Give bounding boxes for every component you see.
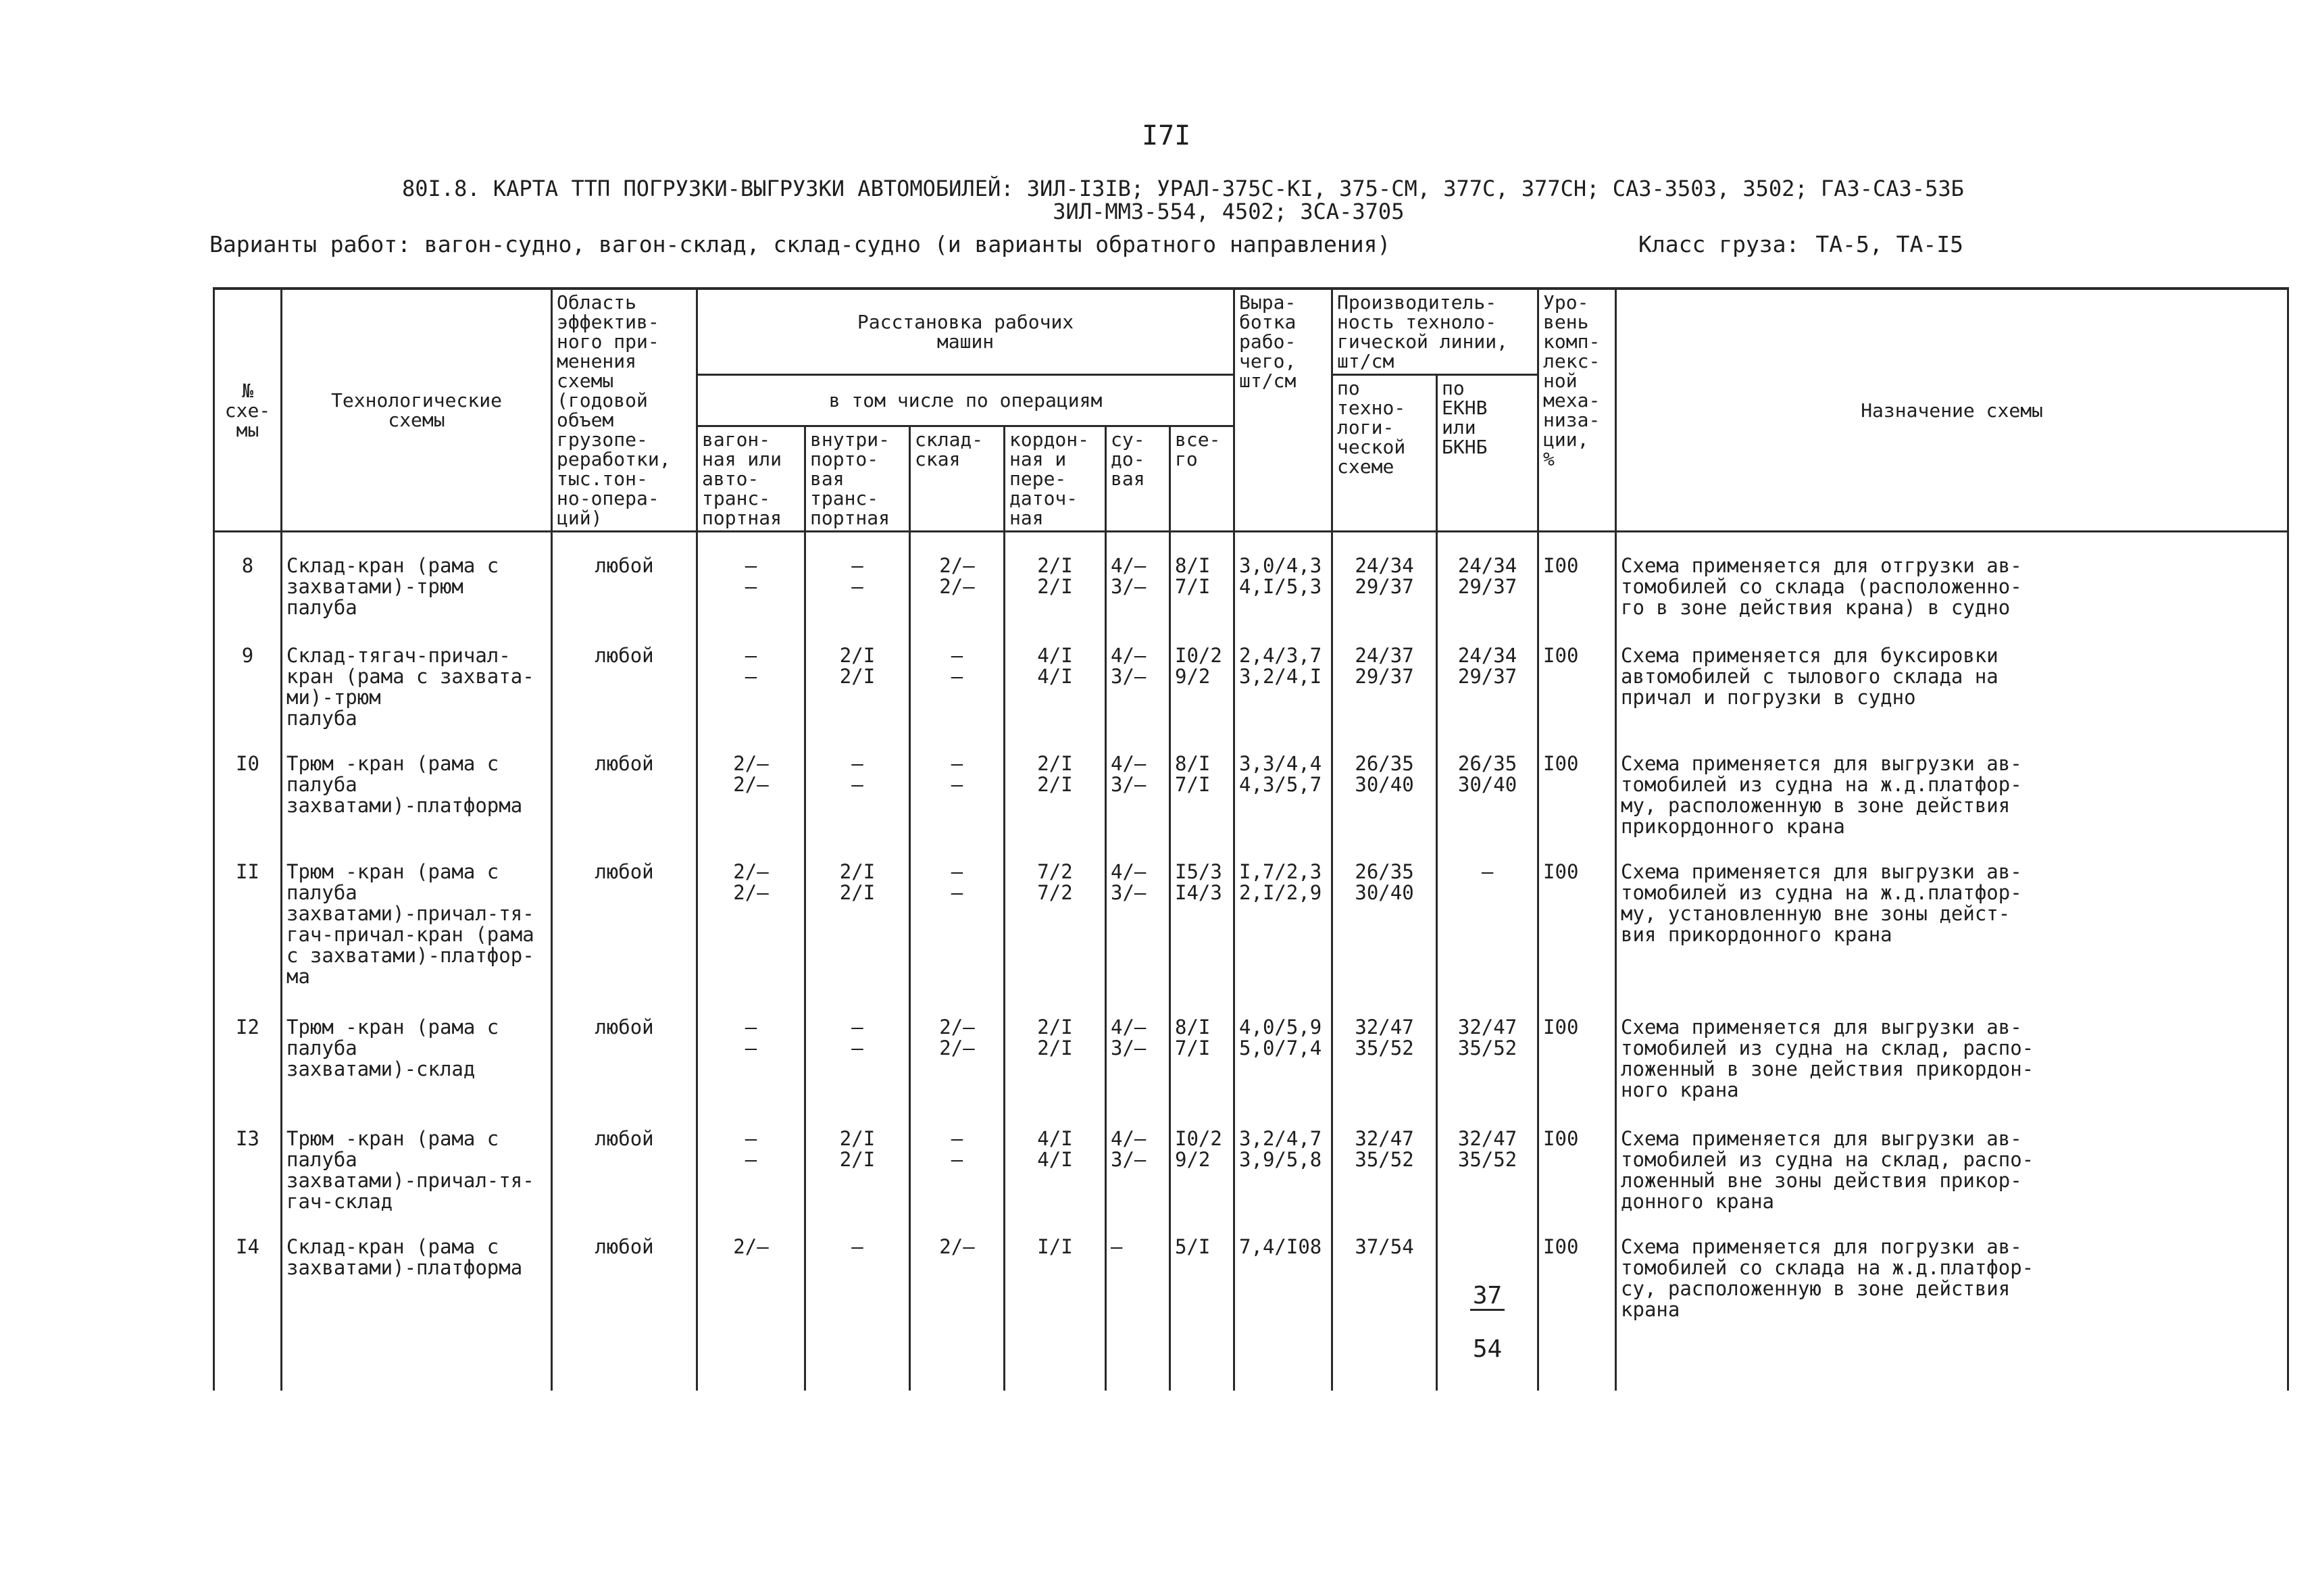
cell-prod-ekn [1437,1224,1538,1391]
cell-vnutri: 2/I 2/I [805,633,910,741]
cell-sklad: – – [910,849,1005,1005]
cell-vnutri: 2/I 2/I [805,849,910,1005]
cell-purpose: Схема применяется для выгрузки ав- томобилей из судна на склад, распо- ложенный в зоне действия прикордон- ного крана [1616,1005,2288,1116]
cell-area: любой [552,849,697,1005]
cell-vagon: – – [697,633,805,741]
cell-prod-tech: 32/47 35/52 [1332,1005,1437,1116]
cell-sudo: 4/– 3/– [1106,849,1170,1005]
cell-vsego: 8/I 7/I [1170,741,1234,849]
cell-vagon: – – [697,1116,805,1224]
cell-prod-tech: 24/37 29/37 [1332,633,1437,741]
header-purpose: Назначение схемы [1616,289,2288,532]
cell-tech: Трюм -кран (рама с палуба захватами)-причал-тя- гач-причал-кран (рама с захватами)-платфор- ма [282,849,552,1005]
header-op-vagon: вагон- ная или авто- транс- портная [697,426,805,532]
cell-prod-tech: 26/35 30/40 [1332,849,1437,1005]
cell-sklad: – – [910,633,1005,741]
header-op-vsego: все- го [1170,426,1234,532]
cell-area: любой [552,633,697,741]
header-scheme-number: № схе- мы [214,289,282,532]
header-op-vnutri: внутри- порто- вая транс- портная [805,426,910,532]
cell-num: II [214,849,282,1005]
cell-vnutri: 2/I 2/I [805,1116,910,1224]
cell-prod-ekn: 24/34 29/37 [1437,633,1538,741]
cell-vagon: – – [697,1005,805,1116]
table-row [214,1116,2288,1224]
work-variants: Варианты работ: вагон-судно, вагон-склад, склад-судно (и варианты обратного направления) [209,231,1391,257]
cell-level: I00 [1538,741,1616,849]
cell-prod-ekn: 24/34 29/37 [1437,532,1538,633]
cell-level: I00 [1538,532,1616,633]
cell-sudo: 4/– 3/– [1106,1116,1170,1224]
cell-kordon: 2/I 2/I [1005,532,1106,633]
cell-sudo: 4/– 3/– [1106,532,1170,633]
cell-sudo: 4/– 3/– [1106,633,1170,741]
cell-area: любой [552,532,697,633]
cell-vsego: I5/3 I4/3 [1170,849,1234,1005]
cell-prod-tech: 37/54 [1332,1224,1437,1391]
cell-output: 4,0/5,9 5,0/7,4 [1234,1005,1332,1116]
cell-tech: Склад-тягач-причал- кран (рама с захвата- ми)-трюм палуба [282,633,552,741]
cell-sklad: – – [910,741,1005,849]
cell-tech: Трюм -кран (рама с палуба захватами)-склад [282,1005,552,1116]
fraction-numerator: 37 [1470,1283,1505,1311]
header-productivity: Производитель- ность техноло- гической линии, шт/см [1332,289,1538,375]
cell-sudo: – [1106,1224,1170,1391]
cell-prod-tech: 32/47 35/52 [1332,1116,1437,1224]
cell-area: любой [552,1224,697,1391]
cell-tech: Склад-кран (рама с захватами)-платформа [282,1224,552,1391]
cell-sklad: 2/– 2/– [910,532,1005,633]
header-prod-ekn: по ЕКНВ или БКНБ [1437,375,1538,532]
table-row [214,1224,2288,1391]
header-prod-tech: по техно- логи- ческой схеме [1332,375,1437,532]
cell-num: I0 [214,741,282,849]
schemes-table [213,287,2289,1391]
cell-prod-tech: 24/34 29/37 [1332,532,1437,633]
cell-prod-ekn: 32/47 35/52 [1437,1116,1538,1224]
cell-sudo: 4/– 3/– [1106,1005,1170,1116]
cell-kordon: I/I [1005,1224,1106,1391]
cell-purpose: Схема применяется для буксировки автомобилей с тылового склада на причал и погрузки в судно [1616,633,2288,741]
cell-tech: Трюм -кран (рама с палуба захватами)-причал-тя- гач-склад [282,1116,552,1224]
cell-output: 3,3/4,4 4,3/5,7 [1234,741,1332,849]
cell-num: 8 [214,532,282,633]
cell-prod-tech: 26/35 30/40 [1332,741,1437,849]
cell-purpose: Схема применяется для выгрузки ав- томобилей из судна на склад, распо- ложенный вне зоны действия прикор- донного крана [1616,1116,2288,1224]
cell-num: 9 [214,633,282,741]
cell-purpose: Схема применяется для выгрузки ав- томобилей из судна на ж.д.платфор- му, расположенную в зоне действия прикордонного крана [1616,741,2288,849]
cell-kordon: 2/I 2/I [1005,741,1106,849]
cell-sudo: 4/– 3/– [1106,741,1170,849]
cell-area: любой [552,1005,697,1116]
cell-purpose: Схема применяется для выгрузки ав- томобилей из судна на ж.д.платфор- му, установленную вне зоны дейст- вия прикордонного крана [1616,849,2288,1005]
cell-sklad: 2/– [910,1224,1005,1391]
cell-vnutri: – – [805,532,910,633]
cell-tech: Трюм -кран (рама с палуба захватами)-платформа [282,741,552,849]
cell-output: 7,4/I08 [1234,1224,1332,1391]
page-number: I7I [1142,120,1191,151]
cell-vsego: 8/I 7/I [1170,1005,1234,1116]
table-row [214,1005,2288,1116]
header-machine-placement: Расстановка рабочих машин [697,289,1234,375]
cell-area: любой [552,1116,697,1224]
cell-output: I,7/2,3 2,I/2,9 [1234,849,1332,1005]
cell-sklad: – – [910,1116,1005,1224]
table-row [214,741,2288,849]
cell-purpose: Схема применяется для отгрузки ав- томобилей со склада (расположенно- го в зоне действия крана) в судно [1616,532,2288,633]
table-row [214,633,2288,741]
cell-tech: Склад-кран (рама с захватами)-трюм палуба [282,532,552,633]
cell-purpose: Схема применяется для погрузки ав- томобилей со склада на ж.д.платфор- су, расположенную в зоне действия крана [1616,1224,2288,1391]
table-row [214,532,2288,633]
cargo-class [1638,231,1963,257]
cell-vnutri: – – [805,741,910,849]
cell-vnutri: – [805,1224,910,1391]
cell-level: I00 [1538,1116,1616,1224]
cell-num: I4 [214,1224,282,1391]
cell-vagon: – – [697,532,805,633]
fraction-denominator: 54 [1472,1335,1503,1363]
cell-kordon: 2/I 2/I [1005,1005,1106,1116]
cell-vnutri: – – [805,1005,910,1116]
cell-vsego: I0/2 9/2 [1170,633,1234,741]
header-op-sklad: склад- ская [910,426,1005,532]
cell-num: I3 [214,1116,282,1224]
cell-level: I00 [1538,1005,1616,1116]
header-tech-schemes: Технологические схемы [282,289,552,532]
cell-kordon: 4/I 4/I [1005,1116,1106,1224]
cell-sklad: 2/– 2/– [910,1005,1005,1116]
cell-vsego: 5/I [1170,1224,1234,1391]
cargo-class-value: ТА-5, ТА-I5 [1815,231,1963,257]
cell-prod-ekn: 26/35 30/40 [1437,741,1538,849]
header-output: Выра- ботка рабо- чего, шт/см [1234,289,1332,532]
cell-vsego: 8/I 7/I [1170,532,1234,633]
header-mechanization-level: Уро- вень комп- лекс- ной меха- низа- ции, % [1538,289,1616,532]
cell-prod-ekn: – [1437,849,1538,1005]
cell-level: I00 [1538,1224,1616,1391]
cell-kordon: 7/2 7/2 [1005,849,1106,1005]
cell-prod-ekn: 32/47 35/52 [1437,1005,1538,1116]
header-op-sudo: су- до- вая [1106,426,1170,532]
header-application-area: Область эффектив- ного при- менения схемы (годовой объем грузопе- реработки, тыс.тон- но-опера- ций) [552,289,697,532]
cell-output: 2,4/3,7 3,2/4,I [1234,633,1332,741]
table-row [214,849,2288,1005]
cell-kordon: 4/I 4/I [1005,633,1106,741]
cell-vsego: I0/2 9/2 [1170,1116,1234,1224]
cell-num: I2 [214,1005,282,1116]
cell-area: любой [552,741,697,849]
cargo-class-label: Класс груза: [1638,231,1800,257]
cell-output: 3,2/4,7 3,9/5,8 [1234,1116,1332,1224]
cell-vagon: 2/– [697,1224,805,1391]
cell-level: I00 [1538,633,1616,741]
cell-level: I00 [1538,849,1616,1005]
document-title: 80I.8. КАРТА ТТП ПОГРУЗКИ-ВЫГРУЗКИ АВТОМОБИЛЕЙ: ЗИЛ-I3IВ; УРАЛ-375С-КI, 375-СМ, 377С, 377СН; САЗ-3503, 3502; ГАЗ-САЗ-53Б ЗИЛ-ММЗ-554, 4502; ЗСА-3705 [402,176,1964,224]
cell-output: 3,0/4,3 4,I/5,3 [1234,532,1332,633]
header-op-kordon: кордон- ная и пере- даточ- ная [1005,426,1106,532]
fraction [1470,1257,1505,1388]
header-by-operations: в том числе по операциям [697,375,1234,426]
cell-vagon: 2/– 2/– [697,849,805,1005]
cell-vagon: 2/– 2/– [697,741,805,849]
